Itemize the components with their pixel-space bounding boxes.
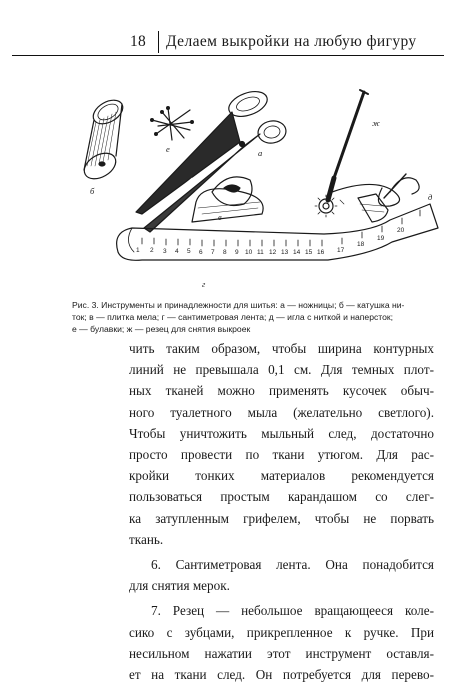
caption-line: Рис. 3. Инструменты и принадлежности для шитья: а — ножницы; б — катушка ни- <box>72 300 405 310</box>
header-divider <box>158 31 159 53</box>
page-number: 18 <box>130 33 147 50</box>
tape-number: 18 <box>357 241 365 248</box>
label-chalk: в <box>218 212 222 222</box>
text-line: ного туалетного мыла (желательно светлого). <box>129 404 434 420</box>
running-title: Делаем выкройки на любую фигуру <box>166 33 417 50</box>
running-header <box>0 27 465 57</box>
tape-number: 1 <box>136 247 140 254</box>
body-text <box>129 338 434 685</box>
tape-number: 10 <box>245 249 253 256</box>
header-rule <box>12 55 444 56</box>
label-wheel: ж <box>372 118 380 128</box>
text-line: линий не превышала 0,1 см. Для темных плот- <box>129 362 434 378</box>
text-line: 6. Сантиметровая лента. Она понадобится <box>151 557 434 573</box>
text-line: сико с зубцами, прикрепленное к ручке. При <box>129 624 434 640</box>
text-line: ных тканей можно применять кусочек обыч- <box>129 383 434 399</box>
text-line: для снятия мерок. <box>129 578 230 594</box>
tape-number: 7 <box>211 249 215 256</box>
tape-number: 4 <box>175 248 179 255</box>
tape-number: 17 <box>337 247 345 254</box>
sewing-tools-illustration <box>72 82 440 294</box>
tape-number: 20 <box>397 227 405 234</box>
tape-number: 11 <box>257 249 264 256</box>
tape-number: 19 <box>377 235 385 242</box>
text-line: несильном нажатии этот инструмент оставля- <box>129 645 434 661</box>
tape-number: 13 <box>281 249 289 256</box>
tape-number: 16 <box>317 249 325 256</box>
label-tape: г <box>202 279 206 289</box>
label-pins: е <box>166 144 170 154</box>
needle-thimble-drawing <box>332 174 419 222</box>
tape-number: 6 <box>199 249 203 256</box>
text-line: чить таким образом, чтобы ширина контурных <box>129 341 434 356</box>
label-spool: б <box>90 186 95 196</box>
scissors-drawing <box>136 87 288 232</box>
text-line: ет на ткани след. Он потребуется для перево- <box>129 667 434 683</box>
tape-number: 12 <box>269 249 277 256</box>
thread-spool-drawing <box>80 95 127 184</box>
tape-number: 8 <box>223 249 227 256</box>
text-line: просто провести по ткани утюгом. Для рас- <box>129 447 434 463</box>
tape-number: 5 <box>187 248 191 255</box>
tape-number: 2 <box>150 247 154 254</box>
text-line: ка затупленным грифелем, чтобы не порвать <box>129 510 434 526</box>
pins-drawing <box>151 107 194 140</box>
caption-line: ток; в — плитка мела; г — сантиметровая лента; д — игла с ниткой и наперсток; <box>72 312 394 323</box>
label-needle: д <box>428 192 433 202</box>
text-line: ткань. <box>129 531 164 547</box>
tape-number: 3 <box>163 248 167 255</box>
tape-numbers <box>136 227 405 256</box>
chalk-drawing <box>212 177 252 206</box>
tape-number: 15 <box>305 249 313 256</box>
figure-caption <box>72 299 440 336</box>
tape-number: 14 <box>293 249 301 256</box>
caption-line: е — булавки; ж — резец для снятия выкроек <box>72 324 251 335</box>
illustration-svg <box>72 82 440 294</box>
text-line: Чтобы уничтожить мыльный след, достаточно <box>129 425 434 441</box>
text-line: кройки тонких материалов рекомендуется <box>129 468 434 484</box>
text-line: 7. Резец — небольшое вращающееся коле- <box>151 603 434 619</box>
text-line: пользоваться простым карандашом со слег- <box>129 489 434 505</box>
label-scissors: а <box>258 148 263 158</box>
tape-number: 9 <box>235 249 239 256</box>
